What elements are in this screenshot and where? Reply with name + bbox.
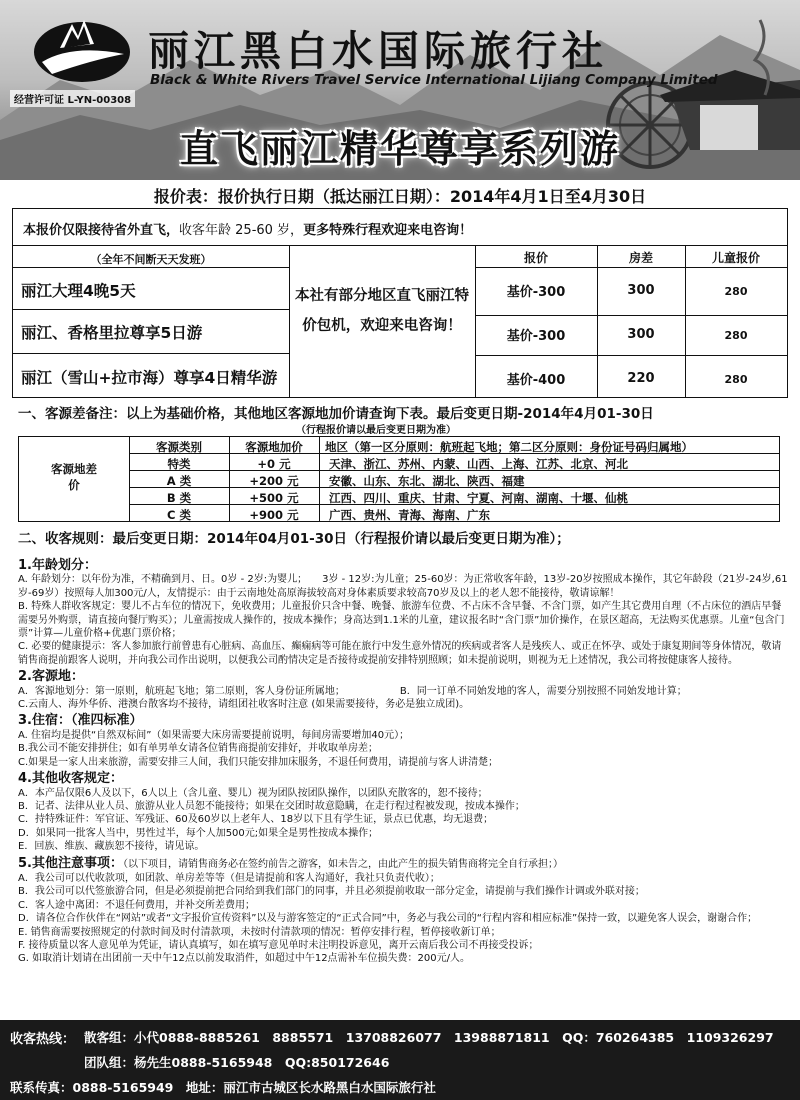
daily-departure-note: （全年不间断天天发班） — [90, 253, 212, 266]
row-regions: 天津、浙江、苏州、内蒙、山西、上海、江苏、北京、河北 — [329, 457, 628, 471]
row-add: +900 元 — [249, 508, 299, 522]
divider — [475, 315, 787, 316]
note-b: B．我公司可以代签旅游合同，但是必须提前把合同给到我们部门的同事，并且必须提前收取一部分定金，请提前与我们操作计调或外联对接； — [18, 886, 645, 898]
booking-rules — [18, 556, 788, 966]
individual-contact: 散客组：小代0888-8885261 8885571 13708826077 13988871811 QQ：760264385 1109326297 — [84, 1030, 774, 1045]
route-2-name: 丽江、香格里拉尊享5日游 — [21, 324, 203, 342]
license-number: 经营许可证 L-YN-00308 — [10, 90, 135, 107]
source-diff-label — [19, 461, 129, 493]
notes-intro: （以下项目，请销售商务必在签约前告之游客，如未告之，由此产生的损失销售商将完全自行承担；） — [122, 858, 563, 870]
company-name-cn: 丽江黑白水国际旅行社 — [148, 27, 608, 75]
row-type: C 类 — [167, 508, 191, 522]
other-rule-e: E．回族、维族、藏族恕不接待，请见谅。 — [18, 841, 205, 853]
note-c: C．客人途中离团：不退任何费用，并补交所差费用； — [18, 899, 255, 911]
row-add: +500 元 — [249, 491, 299, 505]
divider — [475, 355, 787, 356]
route-1-price: 基价-300 — [506, 285, 566, 300]
price-table-title: 报价表：报价执行日期（抵达丽江日期）：2014年4月1日至4月30日 — [153, 187, 647, 206]
route-2-child: 280 — [724, 329, 748, 342]
route-1-room: 300 — [627, 283, 655, 298]
age-rules-title: 1.年龄划分： — [18, 558, 97, 573]
note-a: A．我公司可以代收款项，如团款、单房差等等（但是请提前和客人沟通好，我社只负责代收）； — [18, 872, 440, 884]
age-rule-a: A. 年龄划分：以年份为准，不精确到月、日。0岁 - 2岁:为婴儿； 3岁 - 12岁:为儿童；25-60岁：为正常收客年龄，13岁-20岁按照成本操作，其它年龄段（21岁-24岁,61岁-69岁）按照每人加300元/人，友情提示：由于云南地处高原海拔较高对身体素质要求较高70岁及以上的老人恕不能接待，敬请谅解！ — [18, 574, 788, 599]
row-regions: 江西、四川、重庆、甘肃、宁夏、河南、湖南、十堰、仙桃 — [329, 491, 628, 505]
hotline-label: 收客热线： — [10, 1032, 76, 1047]
row-add: +0 元 — [257, 457, 291, 471]
route-3-child: 280 — [724, 373, 748, 386]
route-3-price: 基价-400 — [506, 373, 566, 388]
fax-address: 联系传真：0888-5165949 地址：丽江市古城区长水路黑白水国际旅行社 — [10, 1080, 436, 1095]
other-rules-title: 4.其他收客规定： — [18, 771, 123, 787]
notes-title-text: 5.其他注意事项： — [18, 855, 123, 871]
note-g: G. 如取消计划请在出团前一天中午12点以前发取消件，如超过中午12点需补车位损失费：200元/人。 — [18, 953, 471, 965]
other-rule-d: D．如果同一批客人当中，男性过半，每个人加500元;如果全是男性按成本操作； — [18, 827, 379, 839]
company-logo — [32, 14, 132, 86]
header-room-diff: 房差 — [628, 251, 653, 265]
stay-rules-title: 3.住宿：（准四标准） — [18, 713, 143, 729]
source-rules-title: 2.客源地： — [18, 669, 84, 685]
route-1-name: 丽江大理4晚5天 — [21, 282, 136, 300]
header-child-price: 儿童报价 — [711, 251, 760, 265]
note-f: F. 接待质量以客人意见单为凭证，请认真填写，如在填写意见单时未注明投诉意见，离开云南后我公司不再接受投诉； — [18, 939, 539, 951]
col-header-add: 客源地加价 — [245, 440, 303, 454]
route-1-child: 280 — [724, 285, 748, 298]
route-3-room: 220 — [627, 371, 655, 386]
row-type: B 类 — [166, 491, 192, 505]
source-diff-label-text: 客源地差价 — [51, 462, 97, 492]
other-rule-a: A．本产品仅限6人及以下，6人以上（含儿童、婴儿）视为团队按团队操作，以团队充散客的，恕不接待； — [18, 787, 488, 799]
stay-rule-a: A. 住宿均是提供“自然双标间”（如果需要大床房需要提前说明，每间房需要增加40元）； — [18, 729, 410, 741]
stay-rule-c: C.如果是一家人出来旅游，需要安排三人间，我们只能安排加床服务，不退任何费用，请提前与客人讲清楚； — [18, 756, 499, 768]
note-d: D．请各位合作伙伴在“网站”或者“文字报价宣传资料”以及与游客签定的“正式合同”中，务必与我公司的“行程内容和相应标准”保持一致，以避免客人误会，谢谢合作； — [18, 913, 758, 925]
divider — [319, 437, 320, 521]
divider — [13, 267, 289, 268]
notes-title — [18, 857, 788, 871]
charter-flight-note: 本社有部分地区直飞丽江特价包机，欢迎来电咨询！ — [295, 288, 469, 334]
divider — [289, 245, 290, 397]
notice-age: 收客年龄 25-60 岁， — [179, 223, 304, 238]
col-header-type: 客源类别 — [156, 440, 202, 454]
source-price-table — [18, 436, 780, 522]
route-2-room: 300 — [627, 327, 655, 342]
other-rule-c: C．持特殊证件：军官证、军残证、60及60岁以上老年人、18岁以下且有学生证，景点已优惠，均无退费； — [18, 814, 494, 826]
stay-rule-b: B.我公司不能安排拼住；如有单男单女请各位销售商提前安排好，并收取单房差； — [18, 743, 379, 755]
notice-bold: 本报价仅限接待省外直飞， — [23, 223, 180, 238]
price-notice — [23, 219, 472, 238]
company-name-en: Black & White Rivers Travel Service International Lijiang Company Limited — [150, 72, 718, 88]
main-title: 直飞丽江精华尊享系列游 — [179, 127, 620, 171]
row-regions: 安徽、山东、东北、湖北、陕西、福建 — [329, 474, 525, 488]
divider — [475, 267, 787, 268]
age-rule-c: C. 必要的健康提示：客人参加旅行前曾患有心脏病、高血压、癫痫病等可能在旅行中发生意外情况的疾病或者客人是残疾人、或正在怀孕、或处于康复期间等身体情况，敬请销售商提前跟客人说明，并向我公司作出说明，以便我公司酌情决定是否接待或提前安排特别照顾；如未提前说明，则视为无上述情况，我公司将按健康客人接待。 — [18, 641, 782, 666]
divider — [13, 353, 289, 354]
contact-footer — [0, 1020, 800, 1100]
price-table — [12, 208, 788, 398]
source-rule-a: A．客源地划分：第一原则，航班起飞地；第二原则，客人身份证所属地； B．同一订单不同始发地的客人，需要分别按照不同始发地计算； — [18, 685, 687, 697]
route-2-price: 基价-300 — [506, 329, 566, 344]
note-e: E. 销售商需要按照规定的付款时间及时付清款项，未按时付清款项的情况：暂停安排行程，暂停接收新订单； — [18, 926, 501, 938]
header-price: 报价 — [523, 251, 548, 265]
section1-subheading: （行程报价请以最后变更日期为准） — [296, 425, 456, 436]
age-rule-b: B. 特殊人群收客规定：婴儿不占车位的情况下，免收费用；儿童报价只含中餐、晚餐、旅游车位费、不占床不含早餐、不含门票，如产生其它费用自理（不占床位的酒店早餐需要另外购票，请直接向餐厅购买）；儿童需按成人操作的，按成本操作；身高达到1.1米的儿童，建议报名时“含门票”加价操作，在景区超高，无法购买优惠票。儿童“包含门票”计算—儿童价格+优惠门票价格； — [18, 601, 785, 640]
section1-heading: 一、客源差备注：以上为基础价格，其他地区客源地加价请查询下表。最后变更日期-2014年4月01-30日 — [18, 406, 654, 422]
header-banner — [0, 0, 800, 180]
col-header-region: 地区（第一区分原则：航班起飞地；第二区分原则：身份证号码归属地） — [325, 440, 693, 454]
source-rule-c: C.云南人、海外华侨、港澳台散客均不接待，请组团社收客时注意 (如果需要接待，务必是独立成团)。 — [18, 699, 470, 711]
divider — [13, 245, 787, 246]
other-rule-b: B．记者、法律从业人员、旅游从业人员恕不能接待；如果在交团时故意隐瞒，在走行程过程被发现，按成本操作； — [18, 800, 525, 812]
row-add: +200 元 — [249, 474, 299, 488]
row-type: A 类 — [166, 474, 192, 488]
row-regions: 广西、贵州、青海、海南、广东 — [329, 508, 490, 522]
row-type: 特类 — [167, 457, 191, 471]
notice-tail: 更多特殊行程欢迎来电咨询！ — [303, 223, 473, 238]
divider — [13, 309, 289, 310]
section2-heading: 二、收客规则：最后变更日期：2014年04月01-30日（行程报价请以最后变更日期为准）； — [18, 531, 570, 547]
route-3-name: 丽江（雪山+拉市海）尊享4日精华游 — [21, 369, 278, 387]
team-contact: 团队组：杨先生0888-5165948 QQ:850172646 — [84, 1055, 390, 1070]
